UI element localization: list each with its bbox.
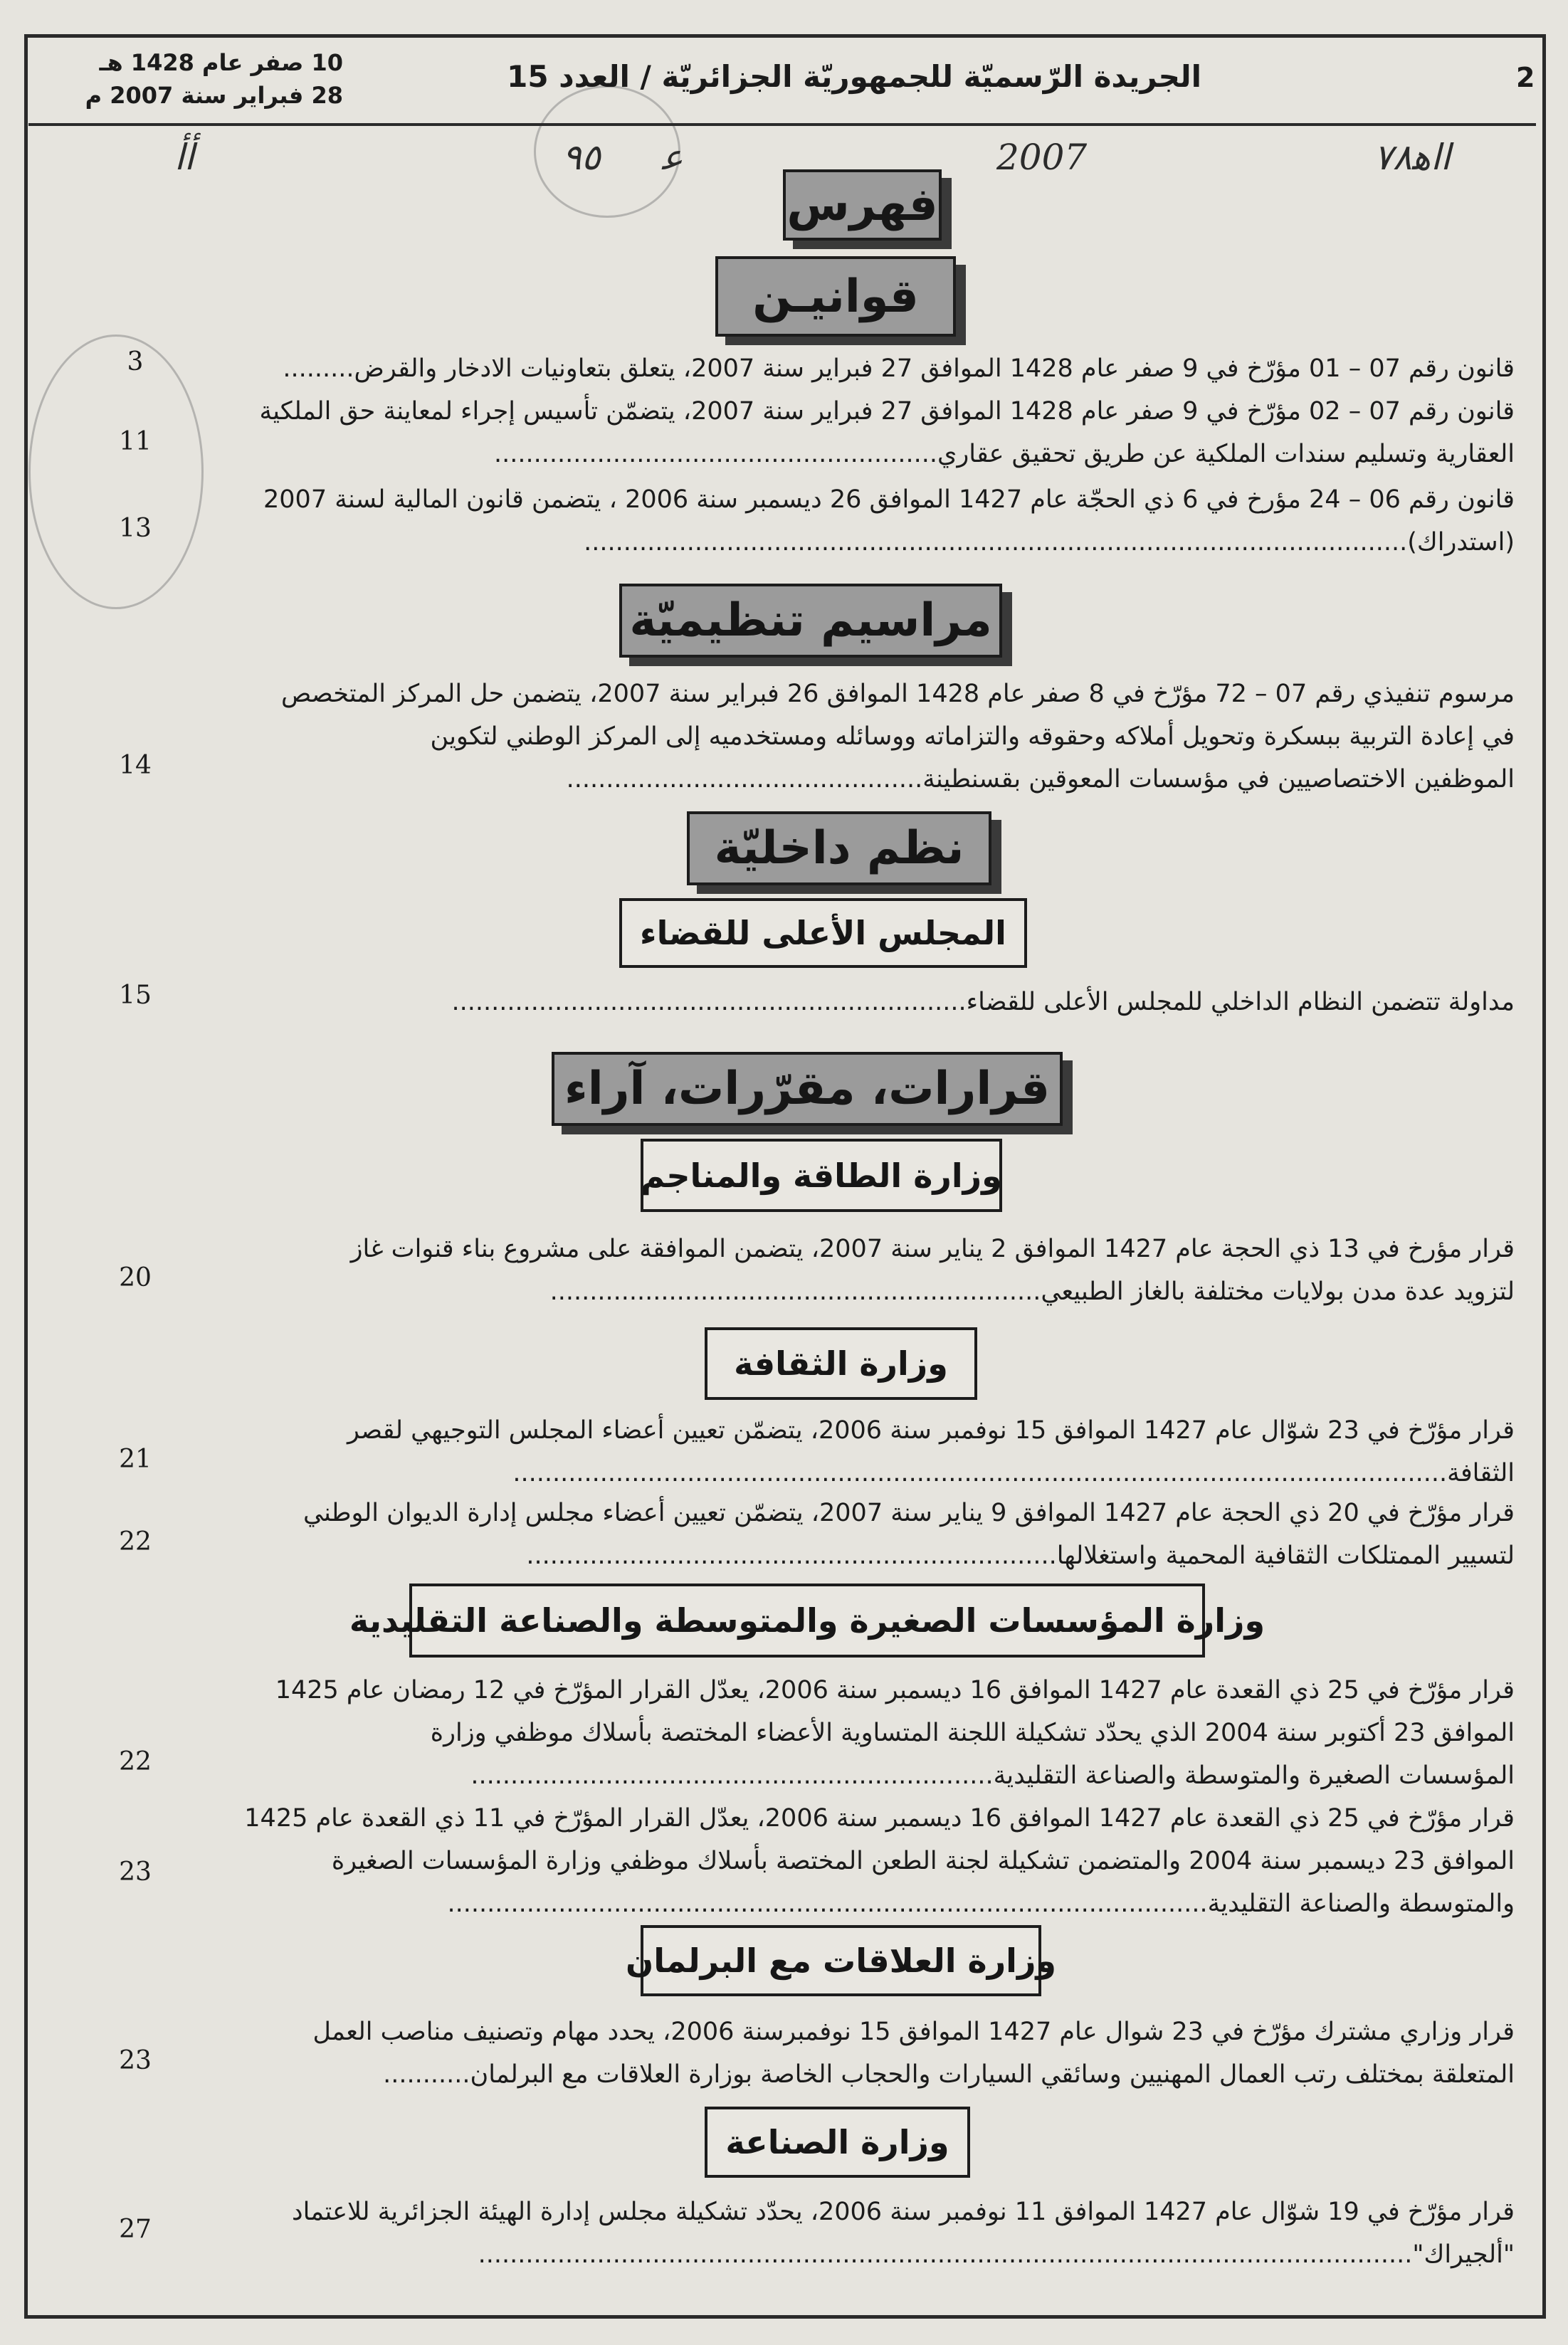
entry-page: 15	[119, 981, 152, 1010]
toc-entry	[169, 1797, 1515, 1925]
toc-entry	[169, 673, 1515, 801]
entry-page: 22	[119, 1747, 152, 1776]
entry-text: "ألجيراك"......................................................................................................................	[478, 2240, 1515, 2269]
section-culture: وزارة الثقافة	[705, 1327, 977, 1400]
entry-page: 13	[119, 514, 152, 543]
entry-text: قرار مؤرّخ في 25 ذي القعدة عام 1427 الموافق 16 ديسمبر سنة 2006، يعدّل القرار المؤرّخ في 12 رمضان عام 1425	[275, 1676, 1515, 1704]
toc-entry	[169, 478, 1515, 564]
entry-text: قانون رقم 06 – 24 مؤرخ في 6 ذي الحجّة عام 1427 الموافق 26 ديسمبر سنة 2006 ، يتضمن قانون المالية لسنة 2007	[263, 485, 1515, 514]
toc-entry	[169, 2191, 1515, 2276]
gazette-title: الجريدة الرّسميّة للجمهوريّة الجزائريّة / العدد 15	[507, 59, 1201, 94]
toc-entry	[169, 1669, 1515, 1797]
section-internal: نظم داخليّة	[687, 811, 991, 885]
section-laws: قوانيـن	[715, 256, 956, 337]
entry-page: 3	[127, 347, 144, 376]
hijri-date: 10 صفر عام 1428 هـ	[99, 49, 343, 76]
handwritten-note: 2007	[996, 137, 1088, 178]
toc-entry	[169, 981, 1515, 1023]
toc-entry	[169, 2011, 1515, 2096]
toc-entry	[169, 390, 1515, 475]
entry-text: العقارية وتسليم سندات الملكية عن طريق تحقيق عقاري........................................................	[493, 440, 1515, 468]
entry-text: الموافق 23 أكتوبر سنة 2004 الذي يحدّد تشكيلة اللجنة المتساوية الأعضاء المختصة بأسلاك موظفي وزارة	[430, 1719, 1515, 1747]
toc-entry	[169, 1228, 1515, 1313]
entry-text: قرار مؤرّخ في 25 ذي القعدة عام 1427 الموافق 16 ديسمبر سنة 2006، يعدّل القرار المؤرّخ في 11 ذي القعدة عام 1425	[244, 1804, 1515, 1833]
entry-text: الثقافة......................................................................................................................	[512, 1459, 1515, 1487]
page-number: 2	[1516, 62, 1535, 93]
entry-page: 11	[119, 427, 152, 456]
entry-page: 23	[119, 2046, 152, 2075]
handwritten-note: ٩٥	[562, 137, 601, 178]
entry-page: 20	[119, 1263, 152, 1292]
entry-page: 21	[119, 1445, 152, 1474]
toc-entry	[169, 347, 1515, 390]
section-council: المجلس الأعلى للقضاء	[619, 898, 1027, 968]
entry-text: والمتوسطة والصناعة التقليدية................................................................................................	[447, 1890, 1515, 1918]
entry-page: 22	[119, 1527, 152, 1556]
entry-text: في إعادة التربية ببسكرة وتحويل أملاكه وحقوقه والتزاماته ووسائله ومستخدميه إلى المركز الوطني لتكوين	[430, 722, 1515, 751]
entry-text: مداولة تتضمن النظام الداخلي للمجلس الأعلى للقضاء.................................................................	[451, 988, 1515, 1016]
handwritten-note: ﺃﺃ	[174, 137, 194, 178]
section-industry: وزارة الصناعة	[705, 2107, 970, 2178]
entry-text: (استدراك)........................................................................................................	[584, 528, 1515, 557]
entry-text: قرار مؤرّخ في 19 شوّال عام 1427 الموافق 11 نوفمبر سنة 2006، يحدّد تشكيلة مجلس إدارة الهيئة الجزائرية للاعتماد	[292, 2198, 1515, 2226]
entry-text: قرار وزاري مشترك مؤرّخ في 23 شوال عام 1427 الموافق 15 نوفمبرسنة 2006، يحدد مهام وتصنيف مناصب العمل	[312, 2018, 1515, 2046]
entry-text: قرار مؤرّخ في 20 ذي الحجة عام 1427 الموافق 9 يناير سنة 2007، يتضمّن تعيين أعضاء مجلس إدارة الديوان الوطني	[302, 1499, 1515, 1527]
handwritten-note: ﻋ	[662, 137, 683, 178]
entry-text: لتزويد عدة مدن بولايات مختلفة بالغاز الطبيعي..............................................................	[549, 1277, 1515, 1306]
entry-text: الموظفين الاختصاصيين في مؤسسات المعوقين بقسنطينة.............................................	[566, 765, 1515, 794]
section-energy: وزارة الطاقة والمناجم	[641, 1139, 1002, 1212]
page-header	[28, 39, 1536, 126]
issue-date	[73, 46, 343, 112]
entry-page: 23	[119, 1857, 152, 1887]
entry-text: قانون رقم 07 – 02 مؤرّخ في 9 صفر عام 1428 الموافق 27 فبراير سنة 2007، يتضمّن تأسيس إجراء لمعاينة حق الملكية	[259, 397, 1515, 426]
toc-entry	[169, 1492, 1515, 1577]
entry-text: لتسيير الممتلكات الثقافية المحمية واستغلالها...................................................................	[526, 1542, 1515, 1570]
toc-entry	[169, 1409, 1515, 1495]
entry-text: المؤسسات الصغيرة والمتوسطة والصناعة التقليدية..................................................................	[470, 1761, 1515, 1790]
section-decisions: قرارات، مقرّرات، آراء	[552, 1052, 1063, 1126]
entry-text: قرار مؤرخ في 13 ذي الحجة عام 1427 الموافق 2 يناير سنة 2007، يتضمن الموافقة على مشروع بناء قنوات غاز	[350, 1235, 1515, 1263]
handwritten-note: ﺍﺍﮬ٧٨	[1374, 137, 1451, 178]
section-parliament: وزارة العلاقات مع البرلمان	[641, 1925, 1041, 1996]
gregorian-date: 28 فبراير سنة 2007 م	[85, 82, 343, 109]
entry-text: قرار مؤرّخ في 23 شوّال عام 1427 الموافق 15 نوفمبر سنة 2006، يتضمّن تعيين أعضاء المجلس التوجيهي لقصر	[347, 1416, 1515, 1445]
entry-text: المتعلقة بمختلف رتب العمال المهنيين وسائقي السيارات والحجاب الخاصة بوزارة العلاقات مع البرلمان...........	[383, 2060, 1515, 2089]
entry-text: الموافق 23 ديسمبر سنة 2004 والمتضمن تشكيلة لجنة الطعن المختصة بأسلاك موظفي وزارة المؤسسات الصغيرة	[331, 1847, 1515, 1875]
entry-text: مرسوم تنفيذي رقم 07 – 72 مؤرّخ في 8 صفر عام 1428 الموافق 26 فبراير سنة 2007، يتضمن حل المركز المتخصص	[281, 680, 1515, 708]
entry-text: قانون رقم 07 – 01 مؤرّخ في 9 صفر عام 1428 الموافق 27 فبراير سنة 2007، يتعلق بتعاونيات الادخار والقرض.........	[283, 354, 1515, 383]
section-sme: وزارة المؤسسات الصغيرة والمتوسطة والصناعة التقليدية	[409, 1583, 1205, 1658]
entry-page: 14	[119, 751, 152, 780]
section-index: فهرس	[783, 169, 942, 241]
section-decrees: مراسيم تنظيميّة	[619, 584, 1002, 658]
entry-page: 27	[119, 2215, 152, 2244]
